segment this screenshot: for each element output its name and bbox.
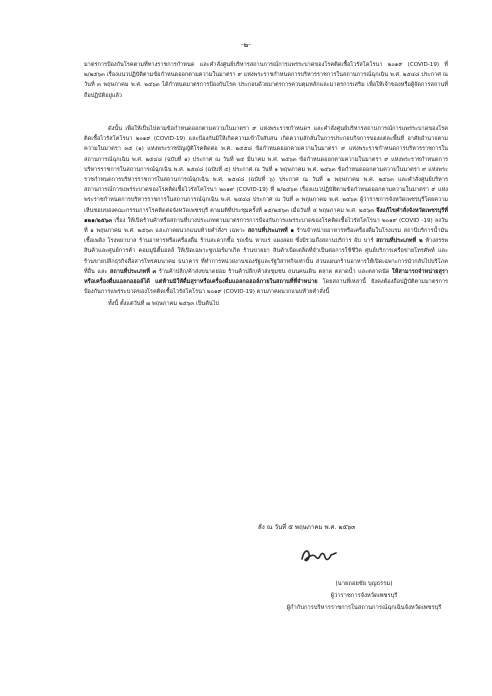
effective-date-text: ทั้งนี้ ตั้งแต่วันที่ ๗ พฤษภาคม ๒๕๖๓ เป็นต้นไป	[108, 301, 220, 308]
page-number: -๒-	[241, 41, 251, 49]
main-text-part-2: เรื่อง ให้เปิดร้านค้าหรือสถานที่บางประเภทตามมาตรการการป้องกันการแพร่ระบาดของโรคติดเชื้อไวรัสโคโรนา ๒๐๑๙ (COVID -19) ลงวันที่ ๑ พฤษภาคม พ.ศ. ๒๕๖๓ และภาคผนวกแนบท้ายคำสั่งฯ เฉพาะ	[84, 217, 448, 235]
main-text-part-5: ร้านค้าปลีก/ค้าส่งขนาดย่อม ร้านค้าปลีก/ค้าส่งชุมชน ถนนคนเดิน ตลาด ตลาดน้ำ และตลาดนัด	[158, 268, 390, 275]
main-paragraph-text	[84, 124, 448, 297]
signer-role: ผู้กำกับการบริหารราชการในสถานการณ์ฉุกเฉินจังหวัดเพชรบุรี	[286, 605, 442, 611]
signer-name: (นายถอยชัย บุญธรรม)	[335, 581, 393, 587]
main-paragraph	[84, 124, 448, 310]
main-text-bold-5: ให้สามารถจำหน่ายสุราหรือเครื่องดื่มแอลกอฮอล์ได้ แต่ห้ามมิให้ดื่มสุราหรือเครื่องดื่มแอลกอฮอล์ภายในสถานที่ที่จำหน่าย	[84, 268, 449, 286]
main-text-bold-2: สถานที่ประเภทที่ ๑	[247, 228, 295, 235]
main-text-part-4: ห้างสรรพสินค้าและศูนย์การค้า คอมมูนิตี้มอลล์ ให้เปิดเฉพาะซูเปอร์มาเก็ต ร้านขายยา สินค้าเบ็ดเตล็ดที่จำเป็นต่อการใช้ชีวิต ศูนย์บริการเครือข่ายโทรศัพท์ และร้านขายปลีกธุรกิจสื่อสารโทรคมนาคม ธนาคาร ที่ทำการหน่วยงานของรัฐและรัฐวิสาหกิจเท่านั้น ส่วนแผนกร้านอาหารให้เปิดเฉพาะการนำกลับไปบริโภคที่อื่น และ	[84, 238, 449, 275]
intro-paragraph	[84, 60, 448, 101]
signature-image	[296, 544, 344, 566]
order-date: สั่ง ณ วันที่ ๕ พฤษภาคม พ.ศ. ๒๕๖๓	[258, 524, 356, 531]
main-text-bold-3: สถานที่ประเภทที่ ๒	[376, 238, 423, 245]
main-text-bold-1: จึงแก้ไขคำสั่งจังหวัดเพชรบุรีที่ ๑๒๑/๒๕๖๓	[84, 207, 448, 224]
signer-title: ผู้ว่าราชการจังหวัดเพชรบุรี	[330, 593, 398, 599]
main-text-part-3: ร้านจำหน่ายอาหารหรือเครื่องดื่มในโรงแรม สถานีบริการน้ำมันเชื้อเพลิง โรงพยาบาล ร้านอาหารหรือเครื่องดื่ม ร้านสะดวกซื้อ รถเข็น หาบเร่ แผงลอย ซึ่งมิรวมถึงสถานบริการ ผับ บาร์	[84, 228, 448, 245]
main-text-part-1: ดังนั้น เพื่อให้เป็นไปตามข้อกำหนดออกตามความในมาตรา ๙ แห่งพระราชกำหนดฯ และคำสั่งศูนย์บริหารสถานการณ์การแพร่ระบาดของโรคติดเชื้อไวรัสโคโรนา ๒๐๑๙ (COVID-19) และป้องกันมิให้เกิดความเข้าใจสับสน เกิดความลักลั่นในการประกอบกิจการของแต่ละพื้นที่ อาศัยอำนาจตามความในมาตรา ๓๕ (๑) แห่งพระราชบัญญัติโรคติดต่อ พ.ศ. ๒๕๕๘ ข้อกำหนดออกตามความในมาตรา ๙ แห่งพระราชกำหนดการบริหารราชการในสถานการณ์ฉุกเฉิน พ.ศ. ๒๕๔๘ (ฉบับที่ ๑) ประกาศ ณ วันที่ ๒๕ มีนาคม พ.ศ. ๒๕๖๓ ข้อกำหนดออกตามความในมาตรา ๙ แห่งพระราชกำหนดการบริหารราชการในสถานการณ์ฉุกเฉิน พ.ศ. ๒๕๔๘ (ฉบับที่ ๕) ประกาศ ณ วันที่ ๑ พฤษภาคม พ.ศ. ๒๕๖๓ ข้อกำหนดออกตามความในมาตรา ๙ แห่งพระราชกำหนดการบริหารราชการในสถานการณ์ฉุกเฉิน พ.ศ. ๒๕๔๘ (ฉบับที่ ๖) ประกาศ ณ วันที่ ๑ พฤษภาคม พ.ศ. ๒๕๖๓ และคำสั่งศูนย์บริหารสถานการณ์การแพร่ระบาดของโรคติดเชื้อไวรัสโคโรนา ๒๐๑๙ (COVID-19) ที่ ๒/๒๕๖๓ เรื่องแนวปฏิบัติตามข้อกำหนดออกตามความในมาตรา ๙ แห่งพระราชกำหนดการบริหารราชการในสถานการณ์ฉุกเฉิน พ.ศ. ๒๕๔๘ ประกาศ ณ วันที่ ๓ พฤษภาคม พ.ศ. ๒๕๖๓ ผู้ว่าราชการจังหวัดเพชรบุรีโดยความเห็นชอบของคณะกรรมการโรคติดต่อจังหวัดเพชรบุรี ตามมติที่ประชุมครั้งที่ ๑๕/๒๕๖๓ เมื่อวันที่ ๕ พฤษภาคม พ.ศ. ๒๕๖๓	[84, 126, 448, 214]
intro-text: มาตรการป้องกันโรคตามที่ทางราชการกำหนด และคำสั่งศูนย์บริหารสถานการณ์การแพร่ระบาดของโรคติดเชื้อไวรัสโคโรนา ๒๐๑๙ (COVID-19) ที่ ๒/๒๕๖๓ เรื่องแนวปฏิบัติตามข้อกำหนดออกตามความในมาตรา ๙ แห่งพระราชกำหนดการบริหารราชการในสถานการณ์ฉุกเฉิน พ.ศ. ๒๕๔๘ ประกาศ ณ วันที่ ๓ พฤษภาคม พ.ศ. ๒๕๖๓ ได้กำหนดมาตรการป้องกันโรค ประกอบด้วยมาตรการควบคุมหลักและมาตรการเสริม เพื่อให้เจ้าของหรือผู้จัดการสถานที่ถือปฏิบัติอยู่แล้ว	[84, 62, 448, 99]
main-text-bold-4: สถานที่ประเภทที่ ๓	[109, 268, 157, 275]
main-text-part-6: โดยสถานที่เหล่านี้ ยังคงต้องถือปฏิบัติตามมาตรการป้องกันการแพร่ระบาดของโรคติดเชื้อไวรัสโคโรนา ๒๐๑๙ (COVID-19) ตามภาคผนวกแนบท้ายคำสั่งนี้	[84, 279, 448, 296]
